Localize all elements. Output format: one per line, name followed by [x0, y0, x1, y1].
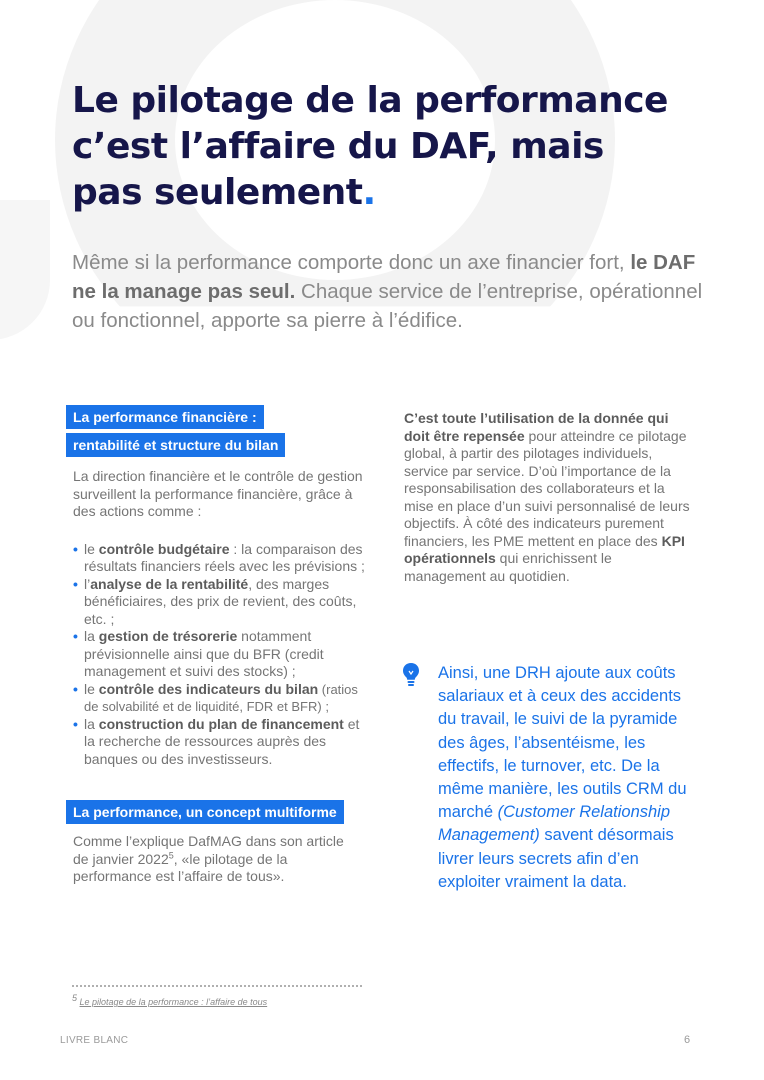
- section1-tag-line-2: rentabilité et structure du bilan: [66, 433, 285, 457]
- bullet-pre: le: [84, 680, 99, 697]
- bullet-bold: contrôle des indicateurs du bilan: [98, 680, 319, 697]
- title-accent-dot: .: [362, 172, 376, 213]
- lead-part-2: Chaque service de l’entreprise, opérationnel ou fonctionnel, apporte sa pierre à l’édifice.: [72, 280, 703, 332]
- list-item: [73, 628, 365, 681]
- bullet-post: notamment prévisionnelle ainsi que du BFR (credit management et suivi des stocks) ;: [84, 628, 324, 679]
- footnote-divider: [72, 985, 362, 987]
- section1-bullet-list: [73, 541, 365, 769]
- background-blob-shape: [0, 200, 50, 340]
- callout-text: [438, 662, 698, 894]
- right-text-1: pour atteindre ce pilotage global, à partir des pilotages individuels, service par service. D’où l’importance de la responsabilisation des collaborateurs et la mise en place d’un suivi personnalisé de leurs objectifs. À côté des indicateurs purement financiers, les PME mettent en place des: [404, 427, 690, 549]
- section2-text-post: , «le pilotage de la performance est l’affaire de tous».: [73, 850, 288, 884]
- bullet-bold: analyse de la rentabilité: [90, 575, 249, 592]
- footnote-number: 5: [72, 993, 78, 1003]
- page-title: [72, 78, 712, 216]
- lead-paragraph: [72, 248, 712, 335]
- bullet-post: (ratios de solvabilité et de liquidité, FDR et BFR) ;: [84, 681, 358, 714]
- callout-text-2: savent désormais livrer leurs secrets afin d’en exploiter vraiment la data.: [438, 826, 674, 891]
- right-paragraph: [404, 410, 696, 585]
- section2-tag-wrap: [66, 800, 366, 824]
- section1-tag-line-1-wrap: [66, 405, 366, 429]
- bullet-pre: le: [84, 540, 99, 557]
- bullet-post: , des marges bénéficiaires, des prix de revient, des coûts, etc. ;: [84, 575, 357, 627]
- bullet-pre: l’: [84, 575, 91, 592]
- title-line-2: c’est l’affaire du DAF, mais: [72, 126, 604, 167]
- right-text-2: qui enrichissent le management au quotidien.: [404, 550, 612, 584]
- section2-text-pre: Comme l’explique DafMAG dans son article de janvier 2022: [73, 833, 344, 867]
- bullet-bold: construction du plan de financement: [98, 715, 344, 732]
- callout-text-1: Ainsi, une DRH ajoute aux coûts salariaux et à ceux des accidents du travail, le suivi de la pyramide des âges, l’absentéisme, les effectifs, le turnover, etc. De la même manière, les outils CRM du marché: [438, 664, 687, 822]
- page-number: 6: [684, 1034, 691, 1046]
- section1-tag-line-2-wrap: [66, 433, 366, 457]
- list-item: [73, 681, 365, 716]
- bullet-post: et la recherche de ressources auprès des banques ou des investisseurs.: [84, 715, 360, 767]
- bullet-post: : la comparaison des résultats financiers réels avec les prévisions ;: [84, 540, 365, 574]
- left-column: [66, 405, 366, 886]
- section1-intro: La direction financière et le contrôle de gestion surveillent la performance financière, grâce à des actions comme :: [73, 468, 363, 519]
- footnote-ref[interactable]: 5: [168, 849, 174, 860]
- right-bold: C’est toute l’utilisation de la donnée qui doit être repensée: [404, 410, 669, 444]
- list-item: [73, 541, 365, 576]
- bullet-bold: contrôle budgétaire: [98, 540, 230, 557]
- title-line-1: Le pilotage de la performance: [72, 80, 668, 121]
- footnote-link[interactable]: Le pilotage de la performance : l’affaire de tous: [79, 997, 268, 1007]
- section1-tag-line-1: La performance financière :: [66, 405, 264, 429]
- lightbulb-icon: [402, 662, 420, 688]
- list-item: [73, 716, 365, 769]
- title-line-3: pas seulement: [72, 172, 363, 213]
- list-item: [73, 576, 365, 629]
- section2-text: [73, 833, 363, 886]
- footnote: [72, 993, 268, 1007]
- lead-bold: le DAF ne la manage pas seul.: [72, 251, 696, 303]
- right-bold-2: KPI opérationnels: [404, 532, 685, 566]
- section2-tag: La performance, un concept multiforme: [66, 800, 344, 824]
- footer-label: LIVRE BLANC: [60, 1035, 129, 1046]
- right-column: [404, 410, 704, 585]
- bullet-pre: la: [84, 628, 99, 644]
- bullet-bold: gestion de trésorerie: [98, 628, 238, 644]
- lead-part-1: Même si la performance comporte donc un axe financier fort,: [72, 251, 631, 274]
- callout-italic: (Customer Relationship Management): [438, 803, 671, 845]
- bullet-pre: la: [84, 715, 99, 732]
